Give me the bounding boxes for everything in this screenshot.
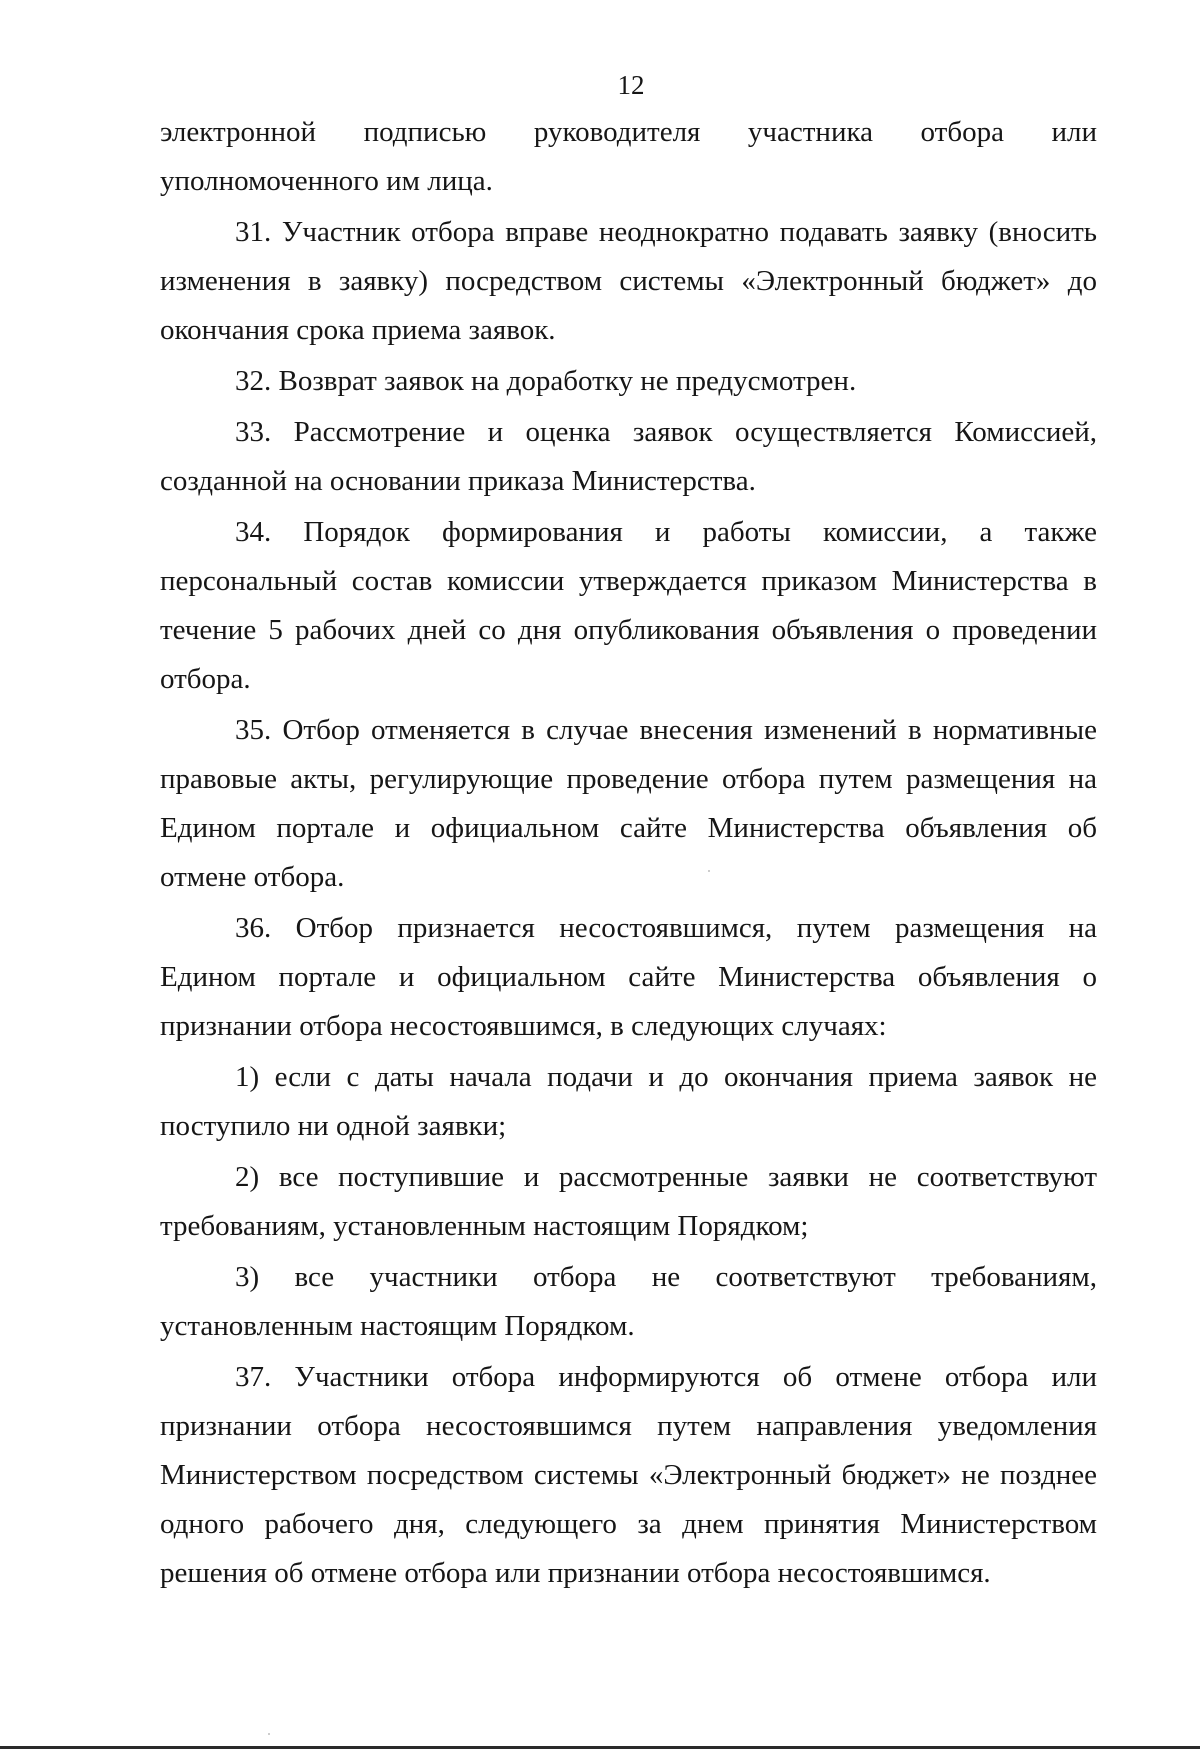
- paragraph-36: 36. Отбор признается несостоявшимся, путем размещения на Едином портале и официальном сайте Министерства объявления о признании отбора несостоявшимся, в следующих случаях:: [160, 912, 1097, 1042]
- paragraph-31: 31. Участник отбора вправе неоднократно подавать заявку (вносить изменения в заявку) посредством системы «Электронный бюджет» до окончания срока приема заявок.: [160, 216, 1097, 346]
- list-item-36-1: 1) если с даты начала подачи и до окончания приема заявок не поступило ни одной заявки;: [160, 1061, 1097, 1142]
- paragraph-34: 34. Порядок формирования и работы комиссии, а также персональный состав комиссии утверждается приказом Министерства в течение 5 рабочих дней со дня опубликования объявления о проведении отбора.: [160, 516, 1097, 695]
- paragraph-35: 35. Отбор отменяется в случае внесения изменений в нормативные правовые акты, регулирующие проведение отбора путем размещения на Едином портале и официальном сайте Министерства объявления об отмене отбора.: [160, 714, 1097, 893]
- page-number: 12: [617, 70, 645, 100]
- list-item-36-2: 2) все поступившие и рассмотренные заявки не соответствуют требованиям, установленным настоящим Порядком;: [160, 1161, 1097, 1242]
- document-body: [160, 108, 1097, 1598]
- scan-edge-line: [0, 1746, 1200, 1749]
- paragraph-32: 32. Возврат заявок на доработку не предусмотрен.: [235, 365, 857, 397]
- paragraph-33: 33. Рассмотрение и оценка заявок осуществляется Комиссией, созданной на основании приказа Министерства.: [160, 416, 1097, 497]
- paragraph-continuation: электронной подписью руководителя участника отбора или уполномоченного им лица.: [160, 116, 1097, 197]
- scan-speck: [268, 1733, 270, 1735]
- paragraph-37: 37. Участники отбора информируются об отмене отбора или признании отбора несостоявшимся путем направления уведомления Министерством посредством системы «Электронный бюджет» не позднее одного рабочего дня, следующего за днем принятия Министерством решения об отмене отбора или признании отбора несостоявшимся.: [160, 1361, 1097, 1589]
- scan-speck: [708, 870, 710, 872]
- list-item-36-3: 3) все участники отбора не соответствуют требованиям, установленным настоящим Порядком.: [160, 1261, 1097, 1342]
